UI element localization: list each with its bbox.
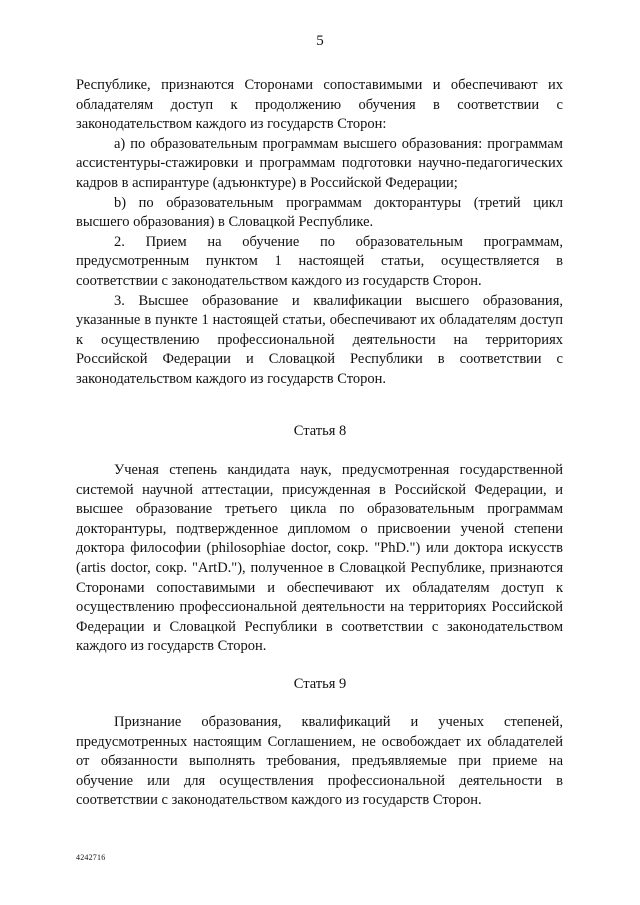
paragraph: Признание образования, квалификаций и ученых степеней, предусмотренных настоящим Соглашением, не освобождает их обладателей от обязанности выполнять требования, предъявляемые при приеме на обучение или для осуществления профессиональной деятельности в соответствии с законодательством каждого из государств Сторон. (76, 714, 563, 809)
paragraph: Республике, признаются Сторонами сопоставимыми и обеспечивают их обладателям доступ к продолжению обучения в соответствии с законодательством каждого из государств Сторон: (76, 77, 563, 133)
paragraph-point-2: 2. Прием на обучение по образовательным программам, предусмотренным пунктом 1 настоящей статьи, осуществляется в соответствии с законодательством каждого из государств Сторон. (76, 233, 563, 289)
article-8-heading: Статья 8 (293, 423, 347, 439)
paragraph-point-3: 3. Высшее образование и квалификации высшего образования, указанные в пункте 1 настоящей статьи, обеспечивают их обладателям доступ к осуществлению профессиональной деятельности на территориях Российской Федерации и Словацкой Республики в соответствии с законодательством каждого из государств Сторон. (76, 292, 563, 387)
paragraph-item-a: а) по образовательным программам высшего образования: программам ассистентуры-стажировки и программам подготовки научно-педагогических кадров в аспирантуре (адъюнктуре) в Российской Федерации; (76, 135, 563, 191)
paragraph: Ученая степень кандидата наук, предусмотренная государственной системой научной аттестации, присужденная в Российской Федерации, и высшее образование третьего цикла по образовательным программам докторантуры, подтвержденное дипломом о присвоении ученой степени доктора философии (philosophiae doctor, сокр. "PhD.") или доктора искусств (artis doctor, сокр. "ArtD."), полученное в Словацкой Республике, признаются Сторонами сопоставимыми и обеспечивают их обладателям доступ к осуществлению профессиональной деятельности на территориях Российской Федерации и Словацкой Республики в соответствии с законодательством каждого из государств Сторон. (76, 462, 563, 655)
article-9-body (76, 713, 563, 811)
article-7-continuation (76, 76, 563, 390)
paragraph-item-b: b) по образовательным программам докторантуры (третий цикл высшего образования) в Словацкой Республике. (76, 194, 563, 231)
article-8-body (76, 461, 563, 657)
page-number: 5 (316, 33, 324, 49)
document-code: 4242716 (76, 853, 106, 862)
article-9-heading: Статья 9 (293, 676, 347, 692)
